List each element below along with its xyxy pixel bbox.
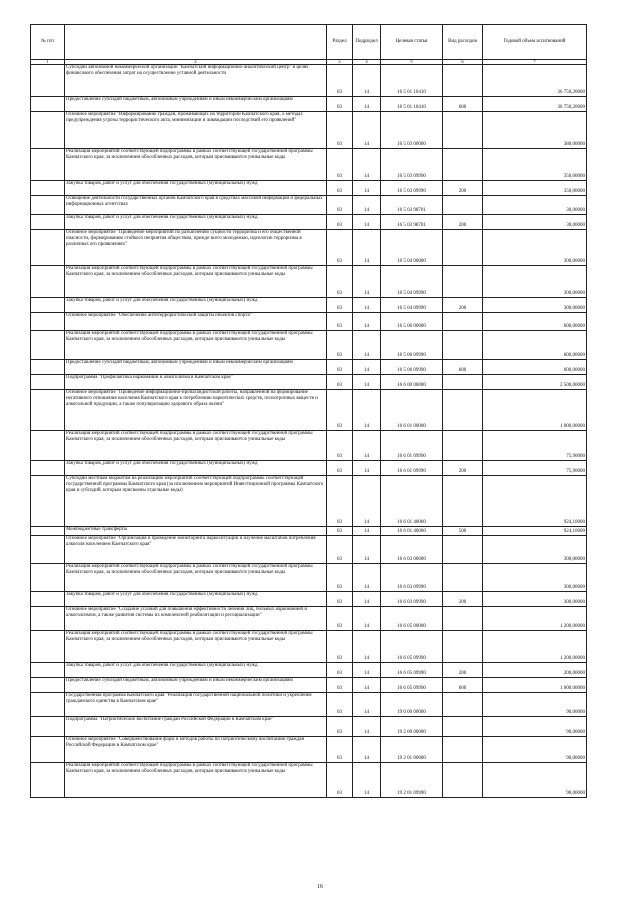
row-razdel-cell: 03: [327, 717, 353, 737]
row-target-cell: 16 6 01 09990: [381, 431, 443, 461]
row-vid-cell: [443, 607, 483, 631]
table-row: [31, 693, 587, 717]
row-target-cell: 16 5 03 09990: [381, 181, 443, 196]
col-num-header: № п/п: [31, 25, 65, 60]
row-vid-cell: [443, 631, 483, 663]
row-name-cell: Подпрограмма "Профилактика наркомании и алкоголизма в Камчатском крае": [65, 375, 327, 390]
row-target-cell: 16 6 01 40060: [381, 476, 443, 527]
row-razdel-cell: 03: [327, 607, 353, 631]
row-name-cell: Реализация мероприятий соответствующей подпрограммы в рамках соответствующей государственной программы Камчатского края, за исключением обособленных расходов, которым присваиваются уникальные коды: [65, 431, 327, 461]
row-name-cell: Подпрограмма "Патриотическое воспитание граждан Российской Федерации в Камчатском крае": [65, 717, 327, 737]
row-podrazdel-cell: 14: [353, 536, 381, 564]
page-number: 16: [317, 884, 323, 890]
row-name-cell: Основное мероприятие "Информирование граждан, проживающих на территории Камчатского края, о методах предупреждения угрозы террористического акта, минимизации и ликвидации последствий его проявлений": [65, 112, 327, 149]
row-razdel-cell: 03: [327, 663, 353, 678]
row-num-cell: [31, 631, 65, 663]
table-row: [31, 631, 587, 663]
row-amount-cell: 1 200,00000: [483, 631, 587, 663]
row-name-cell: Предоставление субсидий бюджетным, автономным учреждениям и иным некоммерческим организациям: [65, 97, 327, 112]
row-target-cell: 16 6 05 09990: [381, 663, 443, 678]
header-row: [31, 25, 587, 60]
row-podrazdel-cell: 14: [353, 331, 381, 360]
row-amount-cell: 300,00000: [483, 536, 587, 564]
row-podrazdel-cell: 14: [353, 631, 381, 663]
row-target-cell: 19 0 00 00000: [381, 693, 443, 717]
table-row: [31, 527, 587, 536]
table-row: [31, 65, 587, 97]
row-podrazdel-cell: 14: [353, 97, 381, 112]
row-name-cell: Реализация мероприятий соответствующей подпрограммы в рамках соответствующей государственной программы Камчатского края, за исключением обособленных расходов, которым присваиваются уникальные коды: [65, 763, 327, 798]
row-podrazdel-cell: 14: [353, 390, 381, 431]
table-row: [31, 737, 587, 763]
row-num-cell: [31, 461, 65, 476]
row-vid-cell: 500: [443, 527, 483, 536]
row-podrazdel-cell: 14: [353, 693, 381, 717]
col-name-header: [65, 25, 327, 60]
row-razdel-cell: 03: [327, 298, 353, 313]
row-vid-cell: [443, 390, 483, 431]
row-vid-cell: [443, 476, 483, 527]
row-num-cell: [31, 607, 65, 631]
row-podrazdel-cell: 14: [353, 181, 381, 196]
row-podrazdel-cell: 14: [353, 663, 381, 678]
row-num-cell: [31, 65, 65, 97]
row-name-cell: Основное мероприятие "Проведение мероприятий по разъяснению сущности терроризма и его общественной опасности, формированию стойкого неприятия обществом, прежде всего молодежью, идеологии терроризма в различных его проявлениях": [65, 230, 327, 266]
row-target-cell: 16 6 05 00000: [381, 607, 443, 631]
row-num-cell: [31, 527, 65, 536]
row-num-cell: [31, 313, 65, 331]
row-vid-cell: [443, 331, 483, 360]
row-amount-cell: 350,00000: [483, 181, 587, 196]
row-podrazdel-cell: 14: [353, 313, 381, 331]
row-target-cell: 16 6 03 00000: [381, 536, 443, 564]
row-name-cell: Закупка товаров, работ и услуг для обеспечения государственных (муниципальных) нужд: [65, 663, 327, 678]
table-row: [31, 564, 587, 592]
row-target-cell: 16 6 01 40060: [381, 527, 443, 536]
row-num-cell: [31, 693, 65, 717]
table-row: [31, 390, 587, 431]
row-target-cell: 16 5 06 09990: [381, 360, 443, 375]
row-vid-cell: [443, 737, 483, 763]
row-num-cell: [31, 375, 65, 390]
row-razdel-cell: 03: [327, 536, 353, 564]
row-amount-cell: 600,00000: [483, 313, 587, 331]
row-razdel-cell: 03: [327, 112, 353, 149]
table-body: [31, 65, 587, 798]
row-podrazdel-cell: 14: [353, 592, 381, 607]
row-target-cell: 16 6 00 00000: [381, 375, 443, 390]
row-amount-cell: 300,00000: [483, 564, 587, 592]
row-razdel-cell: 03: [327, 230, 353, 266]
row-podrazdel-cell: 14: [353, 431, 381, 461]
row-name-cell: Закупка товаров, работ и услуг для обеспечения государственных (муниципальных) нужд: [65, 592, 327, 607]
row-razdel-cell: 03: [327, 360, 353, 375]
row-podrazdel-cell: 14: [353, 564, 381, 592]
row-vid-cell: [443, 266, 483, 298]
row-num-cell: [31, 564, 65, 592]
row-num-cell: [31, 230, 65, 266]
row-amount-cell: 1 000,00000: [483, 390, 587, 431]
row-name-cell: Основное мероприятие "Создание условий для повышения эффективности лечения лиц, больных наркоманией и алкоголизмом, а также развития системы их комплексной реабилитации и ресоциализации": [65, 607, 327, 631]
row-amount-cell: 300,00000: [483, 266, 587, 298]
row-razdel-cell: 03: [327, 431, 353, 461]
row-vid-cell: [443, 536, 483, 564]
row-name-cell: Реализация мероприятий соответствующей подпрограммы в рамках соответствующей государственной программы Камчатского края, за исключением обособленных расходов, которым присваиваются уникальные коды: [65, 266, 327, 298]
row-amount-cell: 75,90000: [483, 461, 587, 476]
row-amount-cell: 350,00000: [483, 149, 587, 181]
row-num-cell: [31, 536, 65, 564]
row-amount-cell: 380,00000: [483, 112, 587, 149]
row-name-cell: Предоставление субсидий бюджетным, автономным учреждениям и иным некоммерческим организациям: [65, 678, 327, 693]
row-target-cell: 19 2 01 09990: [381, 763, 443, 798]
row-razdel-cell: 03: [327, 149, 353, 181]
table-row: [31, 196, 587, 215]
row-name-cell: Реализация мероприятий соответствующей подпрограммы в рамках соответствующей государственной программы Камчатского края, за исключением обособленных расходов, которым присваиваются уникальные коды: [65, 564, 327, 592]
row-target-cell: 16 5 01 10410: [381, 65, 443, 97]
row-amount-cell: 30,00000: [483, 215, 587, 230]
row-podrazdel-cell: 14: [353, 607, 381, 631]
row-amount-cell: 90,00000: [483, 763, 587, 798]
row-vid-cell: [443, 431, 483, 461]
row-razdel-cell: 03: [327, 564, 353, 592]
row-podrazdel-cell: 14: [353, 461, 381, 476]
row-name-cell: Закупка товаров, работ и услуг для обеспечения государственных (муниципальных) нужд: [65, 181, 327, 196]
row-razdel-cell: 03: [327, 97, 353, 112]
table-row: [31, 763, 587, 798]
row-razdel-cell: 03: [327, 693, 353, 717]
table-row: [31, 461, 587, 476]
table-row: [31, 149, 587, 181]
row-name-cell: Основное мероприятие "Совершенствование форм и методов работы по патриотическому воспитанию граждан Российской Федерации в Камчатском крае": [65, 737, 327, 763]
row-name-cell: Основное мероприятие "Организация и проведение мониторинга наркоситуации и изучение масштабов потребления алкоголя населением Камчатского края": [65, 536, 327, 564]
row-num-cell: [31, 763, 65, 798]
row-podrazdel-cell: 14: [353, 375, 381, 390]
row-num-cell: [31, 149, 65, 181]
row-name-cell: Государственная программа Камчатского края "Реализация государственной национальной политики и укрепление гражданского единства в Камчатском крае": [65, 693, 327, 717]
row-podrazdel-cell: 14: [353, 112, 381, 149]
row-name-cell: Субсидии автономной некоммерческой организации "Камчатский информационно-аналитический центр" в целях финансового обеспечения затрат на осуществление уставной деятельности: [65, 65, 327, 97]
col-number: 3: [327, 60, 353, 65]
row-razdel-cell: 03: [327, 390, 353, 431]
row-amount-cell: 2 500,00000: [483, 375, 587, 390]
row-target-cell: 16 6 01 09990: [381, 461, 443, 476]
row-podrazdel-cell: 14: [353, 215, 381, 230]
row-razdel-cell: 03: [327, 181, 353, 196]
table-row: [31, 313, 587, 331]
row-amount-cell: 200,00000: [483, 663, 587, 678]
row-vid-cell: 200: [443, 181, 483, 196]
table-row: [31, 181, 587, 196]
row-amount-cell: 300,00000: [483, 230, 587, 266]
row-vid-cell: [443, 564, 483, 592]
row-vid-cell: [443, 230, 483, 266]
row-amount-cell: 36 750,20000: [483, 97, 587, 112]
col-target-header: Целевая статья: [381, 25, 443, 60]
row-target-cell: 16 5 03 00000: [381, 112, 443, 149]
row-name-cell: Освещение деятельности государственных органов Камчатского края в средствах массовой информации и федеральных информационных агентствах: [65, 196, 327, 215]
row-vid-cell: [443, 763, 483, 798]
table-row: [31, 678, 587, 693]
row-amount-cell: 75,90000: [483, 431, 587, 461]
row-vid-cell: [443, 196, 483, 215]
row-razdel-cell: 03: [327, 631, 353, 663]
row-amount-cell: 90,00000: [483, 717, 587, 737]
row-razdel-cell: 03: [327, 461, 353, 476]
row-amount-cell: 924,10000: [483, 527, 587, 536]
row-num-cell: [31, 181, 65, 196]
row-num-cell: [31, 717, 65, 737]
table-row: [31, 298, 587, 313]
row-podrazdel-cell: 14: [353, 763, 381, 798]
row-num-cell: [31, 678, 65, 693]
table-row: [31, 375, 587, 390]
row-podrazdel-cell: 14: [353, 476, 381, 527]
row-name-cell: Закупка товаров, работ и услуг для обеспечения государственных (муниципальных) нужд: [65, 215, 327, 230]
row-vid-cell: 200: [443, 298, 483, 313]
row-num-cell: [31, 663, 65, 678]
row-razdel-cell: 03: [327, 592, 353, 607]
row-num-cell: [31, 431, 65, 461]
row-name-cell: Реализация мероприятий соответствующей подпрограммы в рамках соответствующей государственной программы Камчатского края, за исключением обособленных расходов, которым присваиваются уникальные коды: [65, 149, 327, 181]
row-target-cell: 16 6 03 09990: [381, 592, 443, 607]
row-target-cell: 16 5 03 09990: [381, 149, 443, 181]
row-vid-cell: 200: [443, 461, 483, 476]
row-podrazdel-cell: 14: [353, 527, 381, 536]
col-vid-header: Вид расходов: [443, 25, 483, 60]
row-name-cell: Закупка товаров, работ и услуг для обеспечения государственных (муниципальных) нужд: [65, 461, 327, 476]
row-amount-cell: 36 750,20000: [483, 65, 587, 97]
row-razdel-cell: 03: [327, 375, 353, 390]
row-podrazdel-cell: 14: [353, 678, 381, 693]
row-vid-cell: 600: [443, 360, 483, 375]
row-num-cell: [31, 97, 65, 112]
row-target-cell: 19 2 01 00000: [381, 737, 443, 763]
table-row: [31, 215, 587, 230]
row-razdel-cell: 03: [327, 266, 353, 298]
row-vid-cell: [443, 693, 483, 717]
row-vid-cell: [443, 65, 483, 97]
row-num-cell: [31, 112, 65, 149]
row-amount-cell: 300,00000: [483, 592, 587, 607]
row-vid-cell: 200: [443, 592, 483, 607]
row-num-cell: [31, 476, 65, 527]
col-number: 4: [353, 60, 381, 65]
row-razdel-cell: 03: [327, 476, 353, 527]
row-num-cell: [31, 298, 65, 313]
table-row: [31, 536, 587, 564]
row-amount-cell: 300,00000: [483, 298, 587, 313]
row-amount-cell: 90,00000: [483, 693, 587, 717]
row-target-cell: 16 5 06 09990: [381, 331, 443, 360]
row-vid-cell: [443, 375, 483, 390]
row-amount-cell: 1 200,00000: [483, 607, 587, 631]
row-num-cell: [31, 390, 65, 431]
col-number: 5: [381, 60, 443, 65]
row-podrazdel-cell: 14: [353, 149, 381, 181]
row-amount-cell: 600,00000: [483, 360, 587, 375]
table-row: [31, 476, 587, 527]
row-razdel-cell: 03: [327, 313, 353, 331]
row-name-cell: Предоставление субсидий бюджетным, автономным учреждениям и иным некоммерческим организациям: [65, 360, 327, 375]
row-target-cell: 16 6 05 09990: [381, 631, 443, 663]
table-row: [31, 230, 587, 266]
row-target-cell: 19 2 00 00000: [381, 717, 443, 737]
row-target-cell: 16 6 05 09990: [381, 678, 443, 693]
row-name-cell: Закупка товаров, работ и услуг для обеспечения государственных (муниципальных) нужд: [65, 298, 327, 313]
row-razdel-cell: 03: [327, 737, 353, 763]
row-vid-cell: 200: [443, 215, 483, 230]
row-podrazdel-cell: 14: [353, 65, 381, 97]
row-podrazdel-cell: 14: [353, 298, 381, 313]
row-podrazdel-cell: 14: [353, 717, 381, 737]
row-name-cell: Межбюджетные трансферты: [65, 527, 327, 536]
row-num-cell: [31, 331, 65, 360]
row-amount-cell: 90,00000: [483, 737, 587, 763]
col-razdel-header: Раздел: [327, 25, 353, 60]
row-num-cell: [31, 215, 65, 230]
row-target-cell: 16 5 04 09990: [381, 298, 443, 313]
table-row: [31, 431, 587, 461]
row-target-cell: 16 5 06 00000: [381, 313, 443, 331]
table-row: [31, 112, 587, 149]
row-razdel-cell: 03: [327, 196, 353, 215]
row-num-cell: [31, 737, 65, 763]
row-razdel-cell: 03: [327, 65, 353, 97]
table-row: [31, 266, 587, 298]
row-podrazdel-cell: 14: [353, 360, 381, 375]
row-num-cell: [31, 360, 65, 375]
row-name-cell: Реализация мероприятий соответствующей подпрограммы в рамках соответствующей государственной программы Камчатского края, за исключением обособленных расходов, которым присваиваются уникальные коды: [65, 331, 327, 360]
table-row: [31, 607, 587, 631]
table-row: [31, 97, 587, 112]
col-number: 2: [65, 60, 327, 65]
row-vid-cell: [443, 149, 483, 181]
row-razdel-cell: 03: [327, 527, 353, 536]
row-vid-cell: 600: [443, 678, 483, 693]
row-amount-cell: 1 000,00000: [483, 678, 587, 693]
row-num-cell: [31, 266, 65, 298]
row-razdel-cell: 03: [327, 763, 353, 798]
budget-table: [30, 24, 587, 798]
row-amount-cell: 600,00000: [483, 331, 587, 360]
row-name-cell: Реализация мероприятий соответствующей подпрограммы в рамках соответствующей государственной программы Камчатского края, за исключением обособленных расходов, которым присваиваются уникальные коды: [65, 631, 327, 663]
col-amount-header: Годовой объем ассигнований: [483, 25, 587, 60]
table-row: [31, 663, 587, 678]
row-razdel-cell: 03: [327, 331, 353, 360]
row-razdel-cell: 03: [327, 678, 353, 693]
row-name-cell: Основное мероприятие "Обеспечение антитеррористической защиты объектов спорта": [65, 313, 327, 331]
row-vid-cell: 200: [443, 663, 483, 678]
budget-table-sheet: [30, 24, 586, 798]
row-num-cell: [31, 196, 65, 215]
row-amount-cell: 30,00000: [483, 196, 587, 215]
row-razdel-cell: 03: [327, 215, 353, 230]
row-vid-cell: [443, 112, 483, 149]
row-target-cell: 16 5 03 98701: [381, 215, 443, 230]
table-row: [31, 331, 587, 360]
row-target-cell: 16 5 04 00000: [381, 230, 443, 266]
row-podrazdel-cell: 14: [353, 196, 381, 215]
row-target-cell: 16 5 01 10410: [381, 97, 443, 112]
row-vid-cell: [443, 313, 483, 331]
row-podrazdel-cell: 14: [353, 266, 381, 298]
row-vid-cell: 600: [443, 97, 483, 112]
row-podrazdel-cell: 14: [353, 230, 381, 266]
table-row: [31, 592, 587, 607]
col-podrazdel-header: Подраздел: [353, 25, 381, 60]
col-number: 6: [443, 60, 483, 65]
row-target-cell: 16 5 03 98701: [381, 196, 443, 215]
row-name-cell: Основное мероприятие "Проведение информационно-пропагандистской работы, направленной на формирование негативного отношения населения Камчатского края к потреблению наркотических средств, психотропных веществ и алкогольной продукции, а также популяризацию здорового образа жизни": [65, 390, 327, 431]
col-number: 7: [483, 60, 587, 65]
row-target-cell: 16 6 03 09990: [381, 564, 443, 592]
row-podrazdel-cell: 14: [353, 737, 381, 763]
row-amount-cell: 924,10000: [483, 476, 587, 527]
table-row: [31, 717, 587, 737]
row-target-cell: 16 6 01 00000: [381, 390, 443, 431]
row-name-cell: Субсидии местным бюджетам на реализацию мероприятий соответствующей подпрограммы соответствующей государственной программы Камчатского края (за исключением мероприятий Инвестиционной программы Камчатского края и субсидий, которым присвоены отдельные коды): [65, 476, 327, 527]
row-num-cell: [31, 592, 65, 607]
table-row: [31, 360, 587, 375]
row-target-cell: 16 5 04 09990: [381, 266, 443, 298]
col-number: 1: [31, 60, 65, 65]
row-vid-cell: [443, 717, 483, 737]
